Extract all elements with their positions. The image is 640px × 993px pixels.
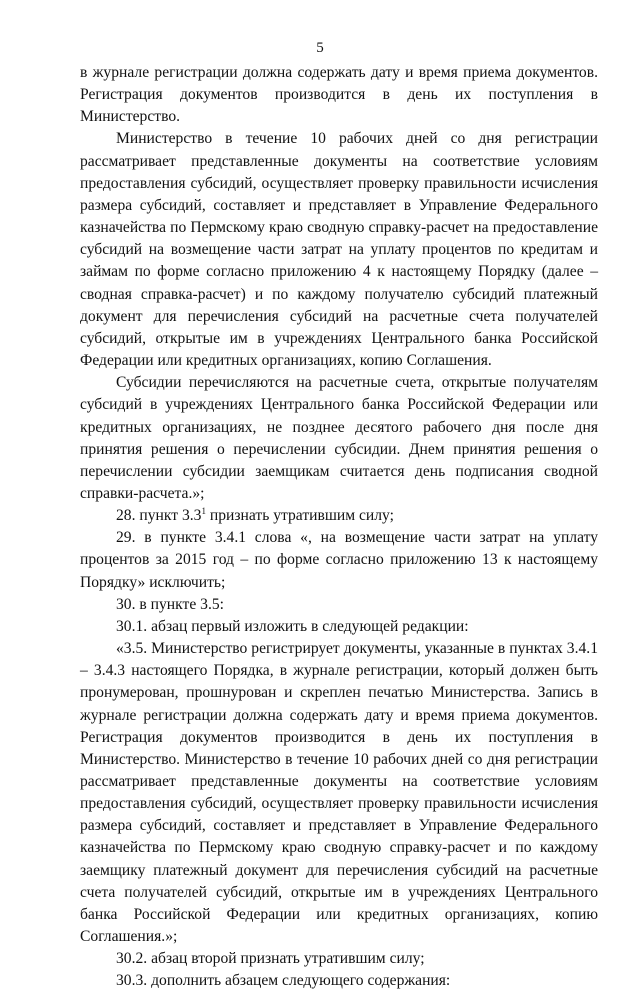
item-28-superscript: 1 [201,505,206,516]
paragraph-item-30: 30. в пункте 3.5: [116,595,224,613]
paragraph-ministry-review: Министерство в течение 10 рабочих дней со дня регистрации рассматривает представленные документы на соответствие условиям предоставления субсидий, осуществляет проверку правильности исчисления размера субсидий, составляет и представляет в Управление Федерального казначейства по Пермскому краю сводную справку-расчет на предоставление субсидий на возмещение части затрат на уплату процентов по кредитам и займам по форме согласно приложению 4 к настоящему Порядку (далее – сводная справка-расчет) и по каждому получателю субсидий платежный документ для перечисления субсидий на расчетные счета получателей субсидий, открытые им в учреждениях Центрального банка Российской Федерации или кредитных организациях, копию Соглашения. [80,130,598,370]
item-28-text-end: признать утратившим силу; [205,507,394,525]
page-number: 5 [316,40,324,56]
paragraph-subsidy-transfer: Субсидии перечисляются на расчетные счета, открытые получателям субсидий в учреждениях Центрального банка Российской Федерации или кредитных организациях, не позднее десятого рабочего дня после дня принятия решения о перечислении субсидии. Днем принятия решения о перечислении субсидии заемщикам считается день подписания сводной справки-расчета.»; [80,374,598,502]
item-28-text-start: 28. пункт 3.3 [116,507,202,525]
paragraph-item-30-1: 30.1. абзац первый изложить в следующей редакции: [116,617,469,635]
paragraph-item-29: 29. в пункте 3.4.1 слова «, на возмещение части затрат на уплату процентов за 2015 год – по форме согласно приложению 13 к настоящему Порядку» исключить; [80,529,598,591]
paragraph-item-28 [80,505,598,527]
paragraph-continuation: в журнале регистрации должна содержать дату и время приема документов. Регистрация документов производится в день их поступления в Министерство. [80,64,598,126]
paragraph-new-wording-3-5: «3.5. Министерство регистрирует документы, указанные в пунктах 3.4.1 – 3.4.3 настоящего Порядка, в журнале регистрации, который должен быть пронумерован, прошнурован и скреплен печатью Министерства. Запись в журнале регистрации должна содержать дату и время приема документов. Регистрация документов производится в день их поступления в Министерство. Министерство в течение 10 рабочих дней со дня регистрации рассматривает представленные документы на соответствие условиям предоставления субсидий, осуществляет проверку правильности исчисления размера субсидий, составляет и представляет в Управление Федерального казначейства по Пермскому краю сводную справку-расчет и по каждому заемщику платежный документ для перечисления субсидий на расчетные счета получателей субсидий, открытые им в учреждениях Центрального банка Российской Федерации или кредитных организациях, копию Соглашения.»; [80,640,598,946]
paragraph-item-30-3: 30.3. дополнить абзацем следующего содержания: [116,972,451,990]
paragraph-item-30-2: 30.2. абзац второй признать утратившим силу; [116,950,425,968]
document-body [80,62,598,993]
